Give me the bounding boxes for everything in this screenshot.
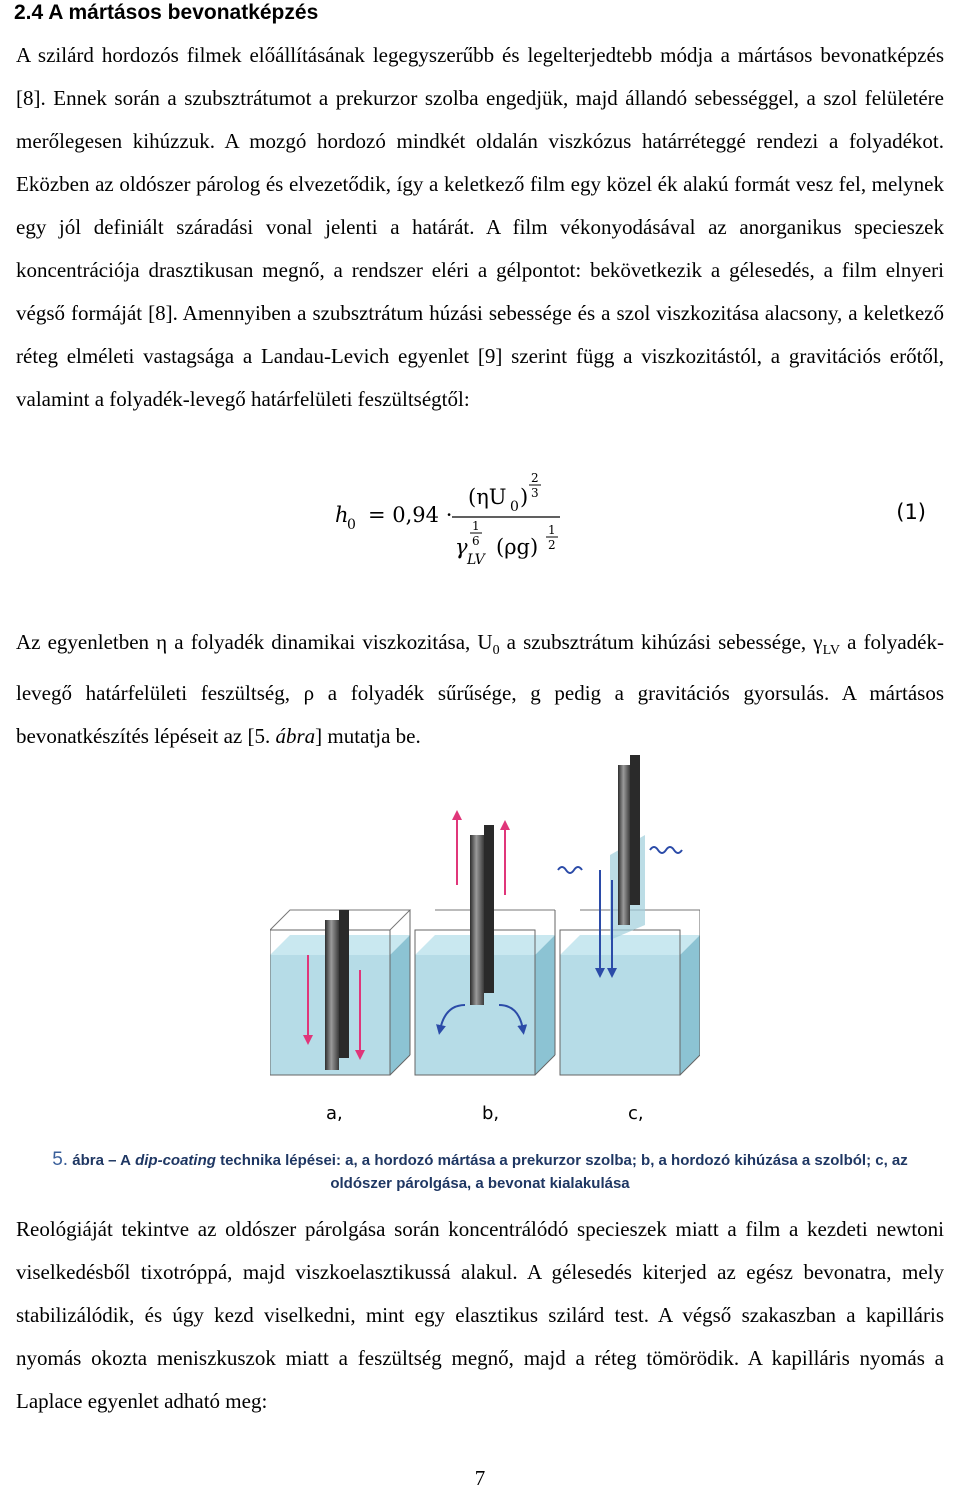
eq-lhs-sub: 0 bbox=[347, 517, 356, 533]
container-a bbox=[270, 910, 410, 1075]
eq-rho-exp-d: 2 bbox=[548, 538, 556, 552]
section-heading: 2.4 A mártásos bevonatképzés bbox=[14, 1, 319, 24]
page-number: 7 bbox=[474, 1466, 486, 1490]
eq-gamma-sub: LV bbox=[467, 552, 485, 568]
eq-rho-exp-n: 1 bbox=[548, 523, 556, 537]
figure-panel-labels bbox=[0, 1103, 960, 1133]
panel-label-b: b, bbox=[482, 1103, 500, 1124]
substrate-b bbox=[470, 835, 484, 1005]
evaporation-wave-icon bbox=[650, 847, 682, 853]
panel-label-a: a, bbox=[326, 1103, 343, 1124]
landau-levich-equation bbox=[0, 462, 960, 582]
eq-lhs: h bbox=[335, 503, 349, 527]
eq-num-close: ) bbox=[520, 485, 529, 509]
eq-num: (ηU bbox=[468, 485, 507, 509]
eq-gamma-exp-d: 6 bbox=[472, 534, 480, 548]
substrate-a bbox=[325, 920, 339, 1070]
equation-number: (1) bbox=[896, 500, 926, 524]
paragraph-rheology: Reológiáját tekintve az oldószer párolgása során koncentrálódó specieszek miatt a film a kezdeti newtoni viselkedésből tixotróppá, majd viszkoelasztikussá alakul. A gélesedés kiterjed az egész bevonatra, mely stabilizálódik, és úgy kezd viselkedni, mint egy elasztikus szilárd test. A végső szakaszban a kapilláris nyomás okozta meniszkuszok miatt a feszültség megnő, majd a réteg tömörödik. A kapilláris nyomás a Laplace egyenlet adható meg: bbox=[16, 1217, 944, 1413]
eq-num-sub: 0 bbox=[510, 499, 519, 515]
paragraph-intro: A szilárd hordozós filmek előállításának legegyszerűbb és legelterjedtebb módja a mártásos bevonatképzés [8]. Ennek során a szubsztrátumot a prekurzor szolba engedjük, majd állandó sebességgel, a szol felületére merőlegesen kihúzzuk. A mozgó hordozó mindkét oldalán viszkózus határréteggé rendezi a folyadékot. Eközben az oldószer párolog és elvezetődik, így a keletkező film egy közel ék alakú formát vesz fel, melynek egy jól definiált száradási vonal jelenti a határát. A film vékonyodásával az anorganikus specieszek koncentrációja drasztikusan megnő, a rendszer eléri a gélpontot: bekövetkezik a gélesedés, a film elnyeri végső formáját [8]. Amennyiben a szubsztrátum húzási sebessége és a szol viszkozitása alacsony, a keletkező réteg elméleti vastagsága a Landau-Levich egyenlet [9] szerint függ a viszkozitástól, a gravitációs erőtől, valamint a folyadék-levegő határfelületi feszültségtől: bbox=[16, 43, 944, 411]
evaporation-wave-icon bbox=[558, 867, 582, 873]
eq-rho: (ρg) bbox=[496, 535, 539, 559]
eq-gamma-exp-n: 1 bbox=[472, 519, 480, 533]
substrate-c bbox=[618, 765, 630, 925]
container-b bbox=[415, 815, 555, 1075]
eq-num-exp-d: 3 bbox=[531, 486, 539, 500]
figure-caption: 5. ábra – A dip-coating technika lépései: a, a hordozó mártása a prekurzor szolba; b, a hordozó kihúzása a szolból; c, az oldószer párolgása, a bevonat kialakulása bbox=[52, 1149, 908, 1192]
dip-coating-figure bbox=[270, 755, 700, 1080]
eq-gamma: γ bbox=[455, 535, 468, 559]
eq-coef: = 0,94 · bbox=[368, 503, 453, 527]
container-c bbox=[558, 755, 700, 1075]
paragraph-equation-explanation: Az egyenletben η a folyadék dinamikai viszkozitása, $U_0$ a szubsztrátum kihúzási sebessége, $\gamma_{LV}$ a folyadék-levegő határfelületi feszültség, ρ a folyadék sűrűsége, g pedig a gravitációs gyorsulás. A mártásos bevonatkészítés lépéseit az [5. ábra] mutatja be. bbox=[16, 630, 944, 749]
eq-num-exp-n: 2 bbox=[531, 471, 539, 485]
panel-label-c: c, bbox=[628, 1103, 644, 1124]
